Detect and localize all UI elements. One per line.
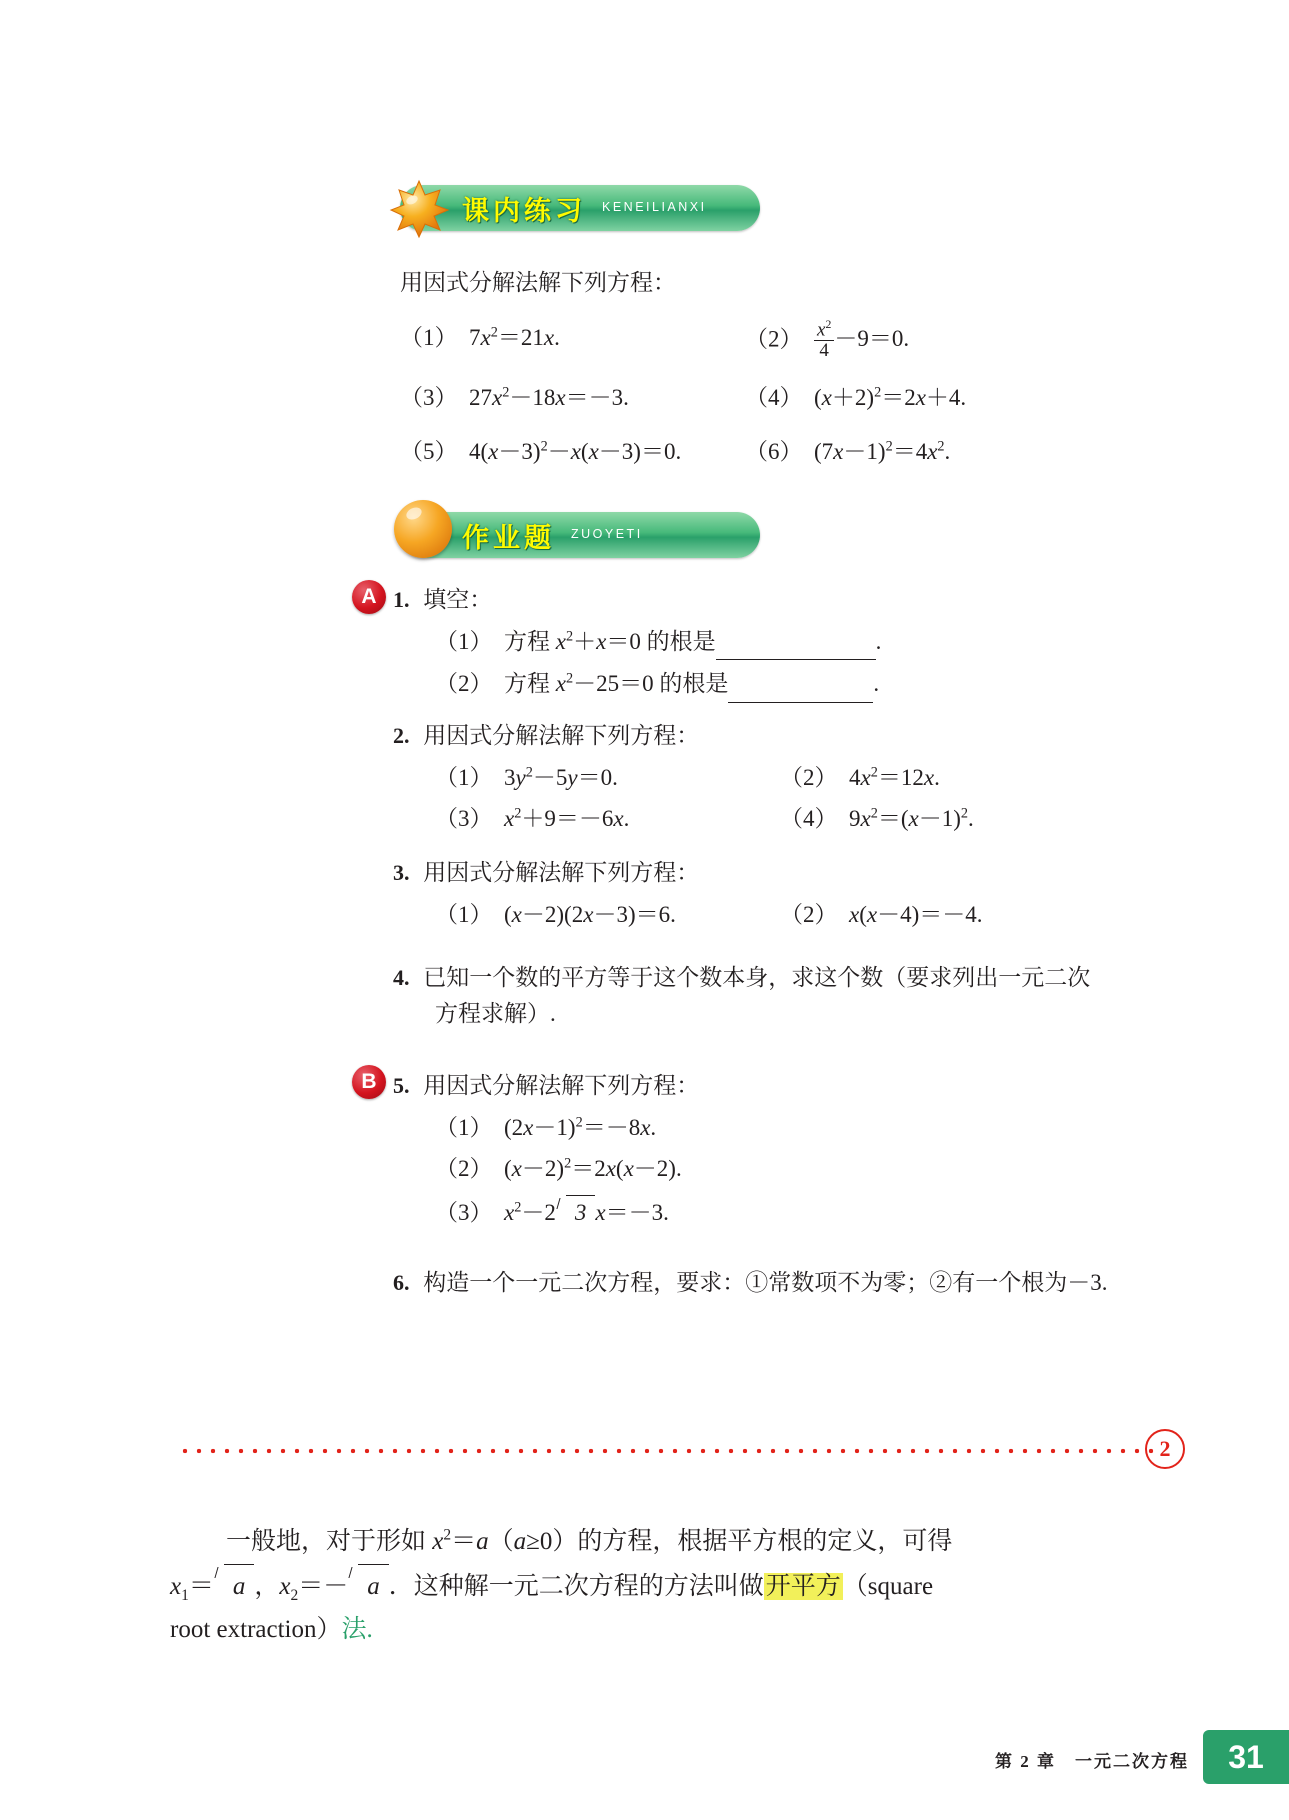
question-lead: 用因式分解法解下列方程：	[423, 723, 700, 748]
item-number: （1）	[435, 901, 493, 927]
problem-body: $\frac{x^2}{4}$ －9＝0.	[808, 326, 909, 351]
answer-blank	[716, 624, 876, 661]
level-badge-b: B	[352, 1065, 386, 1099]
sub-item	[780, 801, 974, 837]
question-3	[393, 855, 1163, 932]
item-tail: .	[875, 628, 882, 654]
problem-number: （6）	[745, 438, 803, 464]
section1-lead: 用因式分解法解下列方程：	[400, 270, 676, 295]
item-number: （1）	[435, 628, 493, 654]
question-number: 5.	[393, 1073, 410, 1098]
star-icon	[388, 177, 450, 239]
section-banner-keneilianxi	[400, 185, 760, 231]
item-body: (x－2)(2x－3)＝6.	[498, 901, 676, 927]
question-lead: 用因式分解法解下列方程：	[423, 1073, 700, 1098]
item-body: $x^2+9=-6x$.	[504, 805, 630, 832]
problem-number: （3）	[400, 385, 458, 411]
question-2	[393, 718, 1163, 837]
question-line-1: 已知一个数的平方等于这个数本身，求这个数（要求列出一元二次	[423, 965, 1091, 990]
item-number: （2）	[435, 671, 493, 697]
question-lead: 填空：	[423, 587, 493, 612]
section-subtitle: KENEILIANXI	[602, 200, 707, 214]
item-number: （3）	[435, 806, 493, 832]
item-body: 方程 $x^2-25=0$ 的根是	[498, 670, 729, 697]
paragraph-green-tail: 法.	[341, 1616, 373, 1644]
paragraph-en-2: root extraction）	[170, 1616, 342, 1644]
section-subtitle: ZUOYETI	[571, 527, 643, 541]
problem-number: （5）	[400, 438, 458, 464]
item-number: （2）	[435, 1156, 493, 1182]
radical-icon: a	[214, 1564, 255, 1610]
question-number: 6.	[393, 1270, 410, 1295]
ball-icon	[394, 500, 452, 558]
section-banner-zuoyeti	[400, 512, 760, 558]
question-5	[393, 1068, 1173, 1231]
question-lead: 用因式分解法解下列方程：	[423, 860, 700, 885]
question-number: 2.	[393, 723, 410, 748]
question-number: 1.	[393, 587, 410, 612]
item-number: （1）	[435, 764, 493, 790]
sub-item	[435, 624, 881, 661]
paragraph-x1: $x_1=$	[170, 1572, 214, 1604]
section-title: 作业题	[462, 522, 555, 553]
question-number: 3.	[393, 860, 410, 885]
sub-item	[435, 760, 780, 796]
paragraph-line-1-a: 一般地，对于形如	[226, 1528, 433, 1555]
problem-item	[745, 380, 966, 416]
question-number: 4.	[393, 965, 410, 990]
sub-item	[435, 1110, 1173, 1146]
sub-item	[435, 666, 881, 703]
sub-item	[435, 897, 780, 933]
highlighted-term: 开平方	[765, 1572, 841, 1600]
problem-item	[745, 320, 909, 362]
item-body: $4x^2=12x$.	[843, 763, 940, 790]
sub-item	[780, 897, 983, 933]
paragraph-equation: $x^2=a(a\ge 0)$	[432, 1526, 578, 1555]
item-body: $3y^2-5y=0$.	[498, 763, 618, 790]
question-4	[393, 960, 1173, 1031]
item-body: $9x^2=(x-1)^2$.	[843, 805, 974, 832]
problem-number: （4）	[745, 385, 803, 411]
problem-body: $27x^2-18x=-3$.	[463, 384, 629, 411]
problem-body: $7x^2=21x$.	[463, 324, 560, 350]
item-body: 方程 $x^2+x=0$ 的根是	[498, 627, 716, 654]
problem-item	[400, 320, 745, 362]
item-number: （1）	[435, 1114, 493, 1140]
problem-body: $(7x-1)^2=4x^2$.	[808, 438, 951, 464]
problem-body: $(x+2)^2=2x+4$.	[808, 384, 967, 411]
paragraph-tail: ．这种解一元二次方程的方法叫做	[388, 1572, 764, 1600]
radical-icon: a	[348, 1564, 389, 1610]
item-body: $x^2-2$ 3 x＝－3.	[498, 1200, 669, 1225]
question-6	[393, 1265, 1193, 1301]
question-body: 构造一个一元二次方程，要求：①常数项不为零；②有一个根为－3.	[423, 1270, 1108, 1295]
page-number: 31	[1228, 1738, 1264, 1775]
radical-icon: 3	[556, 1195, 596, 1231]
section-title: 课内练习	[462, 195, 586, 226]
problem-item	[745, 434, 950, 470]
question-1	[393, 582, 881, 703]
item-number: （2）	[780, 764, 838, 790]
problem-item	[400, 380, 745, 416]
problem-number: （2）	[745, 326, 803, 352]
sub-item	[435, 1195, 1173, 1231]
item-tail: .	[873, 671, 880, 697]
item-body: $(2x-1)^2=-8x$.	[498, 1113, 657, 1140]
problem-item	[400, 434, 745, 470]
footer-chapter: 第 2 章 一元二次方程	[995, 1752, 1189, 1771]
problem-body: $4(x-3)^2-x(x-3)=0$.	[463, 438, 682, 464]
paragraph-mid: ，$x_2=-$	[254, 1572, 349, 1604]
item-body: $(x-2)^2=2x(x-2)$.	[498, 1155, 682, 1182]
dotted-divider	[178, 1448, 1158, 1454]
item-number: （4）	[780, 806, 838, 832]
paragraph-en-1: （square	[842, 1572, 934, 1600]
answer-blank	[728, 666, 873, 703]
section1-problems	[400, 320, 1160, 469]
sub-item	[435, 801, 780, 837]
subsection-marker: 2	[1145, 1429, 1185, 1469]
sub-item	[435, 1151, 1173, 1187]
item-number: （2）	[780, 901, 838, 927]
item-body: x(x－4)＝－4.	[849, 901, 983, 927]
body-paragraph	[170, 1520, 1180, 1650]
paragraph-line-1-b: 的方程，根据平方根的定义，可得	[577, 1528, 953, 1555]
problem-number: （1）	[400, 325, 458, 350]
item-number: （3）	[435, 1199, 493, 1225]
page-number-badge	[1203, 1730, 1289, 1784]
level-badge-a: A	[352, 580, 386, 614]
sub-item	[780, 760, 940, 796]
question-line-2: 方程求解）.	[435, 1000, 556, 1026]
